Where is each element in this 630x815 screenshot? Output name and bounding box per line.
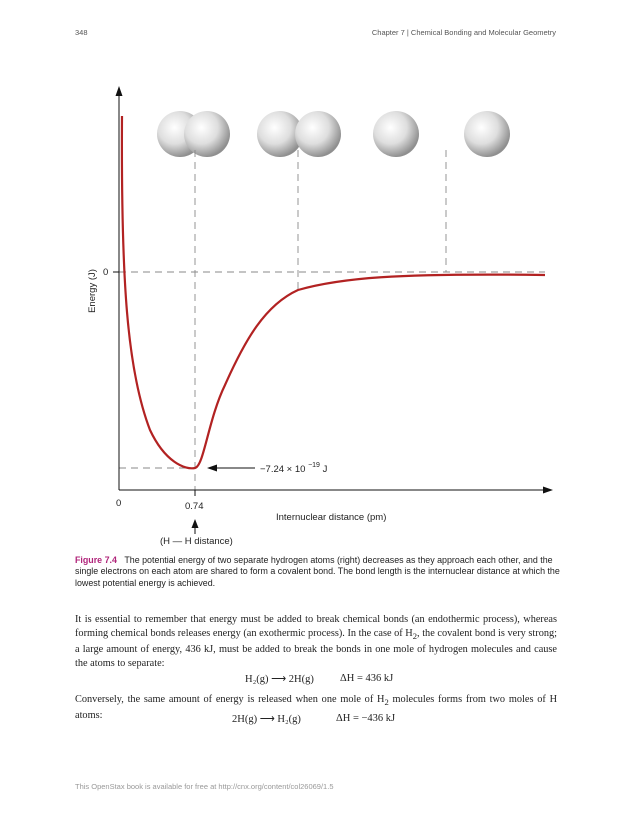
minimum-energy-label	[260, 459, 328, 475]
para1-subscript: 2	[412, 631, 418, 642]
para2-subscript: 2	[384, 697, 389, 708]
atom-sphere	[464, 111, 510, 157]
chapter-title: Chapter 7 | Chemical Bonding and Molecular Geometry	[371, 28, 556, 37]
paragraph-bond-formation	[75, 693, 557, 723]
para1-text-b: , the covalent bond is very strong; a large amount of energy, 436 kJ, must be added to break the bonds in one mole of hydrogen molecules and cause the atoms to separate:	[75, 628, 557, 670]
caption-label: Figure 7.4	[75, 555, 117, 565]
x-axis-arrow	[543, 487, 553, 494]
para2-text-a: Conversely, the same amount of energy is released when one mole of H	[75, 694, 385, 705]
footer-note: This OpenStax book is available for free at http://cnx.org/content/col26069/1.5	[75, 782, 334, 791]
minimum-energy-exponent: −19	[308, 462, 320, 469]
hh-distance-label: (H — H distance)	[160, 536, 233, 547]
equation2-reaction: 2H(g) ⟶ H₂(g)	[232, 714, 301, 725]
para2-text-b: molecules forms from two moles of H atoms:	[75, 694, 558, 722]
atom-sphere	[184, 111, 230, 157]
equation1-reaction: H₂(g) ⟶ 2H(g)	[245, 674, 314, 685]
equation2-enthalpy: ΔH = −436 kJ	[336, 713, 396, 724]
paragraph-bond-energy	[75, 613, 557, 671]
equation1-enthalpy: ΔH = 436 kJ	[340, 673, 394, 684]
minimum-arrow	[207, 465, 255, 472]
figure-caption	[75, 555, 560, 589]
atom-sphere	[373, 111, 419, 157]
hydrogen-atoms	[157, 111, 510, 157]
guide-lines	[119, 150, 545, 490]
minimum-energy-value: −7.24 × 10	[260, 464, 306, 475]
minimum-energy-unit: J	[322, 464, 328, 475]
potential-energy-curve	[122, 116, 545, 468]
bond-length-arrow	[192, 519, 199, 534]
para1-text-a: It is essential to remember that energy must be added to break chemical bonds (an endothermic process), whereas forming chemical bonds releases energy (an exothermic process). In the case of H	[75, 614, 557, 639]
x-tick-label-zero: 0	[116, 498, 122, 509]
caption-text: The potential energy of two separate hydrogen atoms (right) decreases as they approach each other, and the single electrons on each atom are shared to form a covalent bond. The bond length is the internuclear distance at which the lowest potential energy is achieved.	[75, 555, 560, 588]
y-axis-label: Energy (J)	[87, 269, 98, 313]
x-tick-label-bond-length: 0.74	[185, 501, 204, 512]
y-tick-label-zero: 0	[103, 267, 109, 278]
x-axis-label: Internuclear distance (pm)	[276, 512, 387, 523]
page-number: 348	[75, 28, 88, 37]
atom-sphere	[295, 111, 341, 157]
y-axis-arrow	[116, 86, 123, 96]
